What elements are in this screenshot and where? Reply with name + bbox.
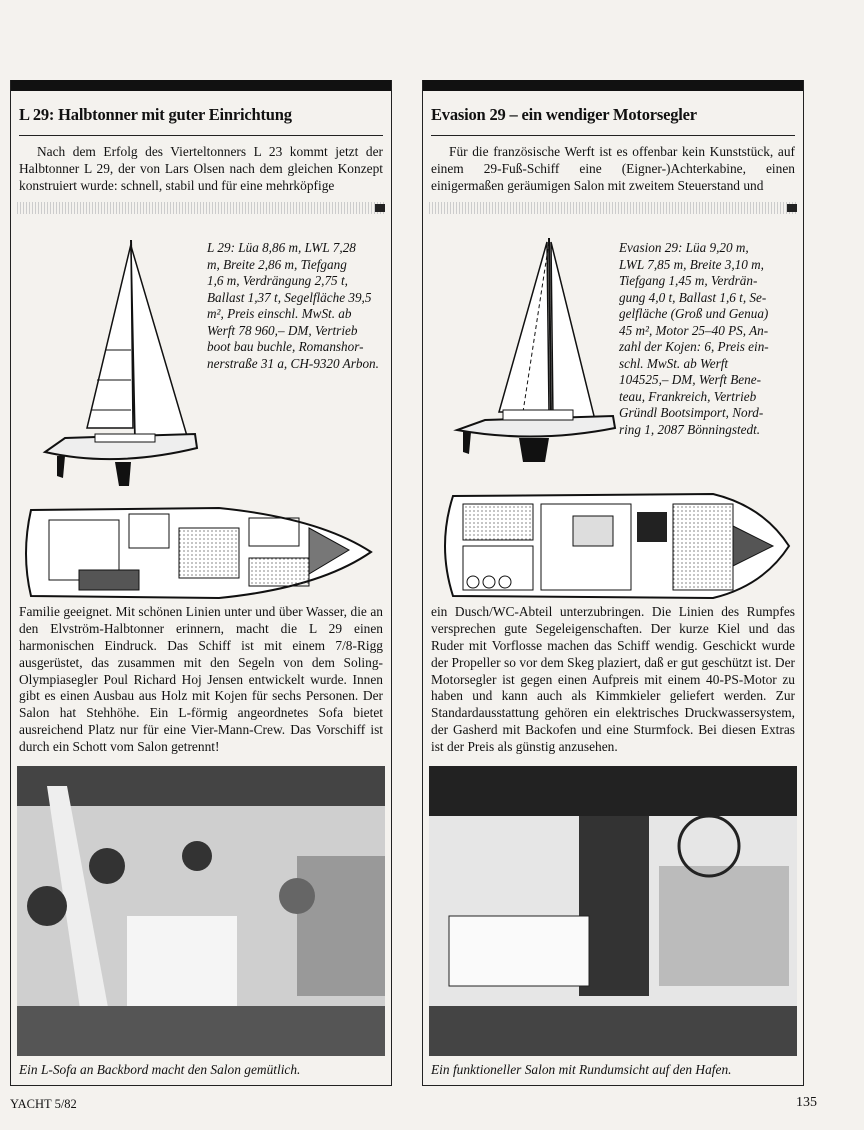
drawing-plate (429, 202, 797, 606)
photo-caption: Ein L-Sofa an Backbord macht den Salon gemütlich. (19, 1062, 301, 1077)
salon-photo-image (17, 766, 385, 1056)
page-number: 135 (796, 1095, 817, 1110)
magazine-issue: YACHT 5/82 (10, 1097, 77, 1111)
spec-block: L 29: Lüa 8,86 m, LWL 7,28 m, Breite 2,86 m, Tiefgang 1,6 m, Verdrängung 2,75 t, Ballast 1,37 t, Segelfläche 39,5 m², Preis einschl. MwSt. ab Werft 78 960,– DM, Vertrieb boot bau buchle, Romanshor- nerstraße 31 a, CH-9320 Arbon. (207, 240, 379, 371)
article-heading: Evasion 29 – ein wendiger Motorsegler (431, 105, 795, 136)
salon-photo (429, 766, 797, 1056)
salon-photo (17, 766, 385, 1056)
column-rule (11, 80, 391, 91)
sailboat-profile-drawing (35, 230, 235, 500)
article-evasion29 (422, 80, 804, 1086)
sailboat-profile-drawing (445, 232, 645, 482)
photo-caption: Ein funktioneller Salon mit Rundumsicht auf den Hafen. (431, 1062, 732, 1077)
article-l29 (10, 80, 392, 1086)
body-paragraph: Familie geeignet. Mit schönen Linien unter und über Wasser, die an den Elvström-Halbtonner erinnern, macht die L 29 einen harmonischen Eindruck. Das Schiff ist mit einem 7/8-Rigg ausgerüstet, das zusammen mit den Segeln von dem Soling-Olympiasegler Poul Richard Hoj Jensen entwickelt wurde. Innen gibt es einen Ausbau aus Holz mit Kojen für sechs Personen. Der Salon hat Stehhöhe. Ein L-förmig angeordnetes Sofa bietet ausreichend Platz nur für eine Vier-Mann-Crew. Das Vorschiff ist durch ein Schott vom Salon getrennt! (19, 604, 383, 754)
spec-block: Evasion 29: Lüa 9,20 m, LWL 7,85 m, Breite 3,10 m, Tiefgang 1,45 m, Verdrän- gung 4,0 t, Ballast 1,6 t, Se- gelfläche (Groß und Genua) 45 m², Motor 25–40 PS, An- zahl der Kojen: 6, Preis ein- schl. MwSt. ab Werft 104525,– DM, Werft Bene- teau, Frankreich, Vertrieb Gründl Bootsimport, Nord- ring 1, 2087 Bönningstedt. (619, 240, 769, 437)
column-rule (423, 80, 803, 91)
deck-layout-drawing (433, 486, 795, 606)
drawing-plate (17, 202, 385, 606)
deck-layout-drawing (19, 498, 381, 608)
intro-paragraph: Nach dem Erfolg des Vierteltonners L 23 kommt jetzt der Halbtonner L 29, der von Lars Olsen nach dem gleichen Konzept konstruiert wurde: schnell, stabil und für eine mehrköpfige (19, 144, 383, 193)
body-paragraph: ein Dusch/WC-Abteil unterzubringen. Die Linien des Rumpfes versprechen gute Segeleigenschaften. Der kurze Kiel und das Ruder mit Vorflosse machen das Schiff wendig. Geschickt wurde der Propeller so vor dem Skeg plaziert, daß er gut geschützt ist. Der Motorsegler ist gegen einen Aufpreis mit einem 40-PS-Motor zu haben und kann auch als Kimmkieler geliefert werden. Zur Standardausstattung gehören ein elektrisches Druckwassersystem, der Gasherd mit Backofen und eine Sturmfock. Bei diesen Extras ist der Preis als günstig anzusehen. (431, 604, 795, 754)
salon-photo-image (429, 766, 797, 1056)
intro-paragraph: Für die französische Werft ist es offenbar kein Kunststück, auf einem 29-Fuß-Schiff eine (Eigner-)Achterkabine, einen einigermaßen geräumigen Salon mit zweitem Steuerstand und (431, 144, 795, 193)
article-heading: L 29: Halbtonner mit guter Einrichtung (19, 105, 383, 136)
